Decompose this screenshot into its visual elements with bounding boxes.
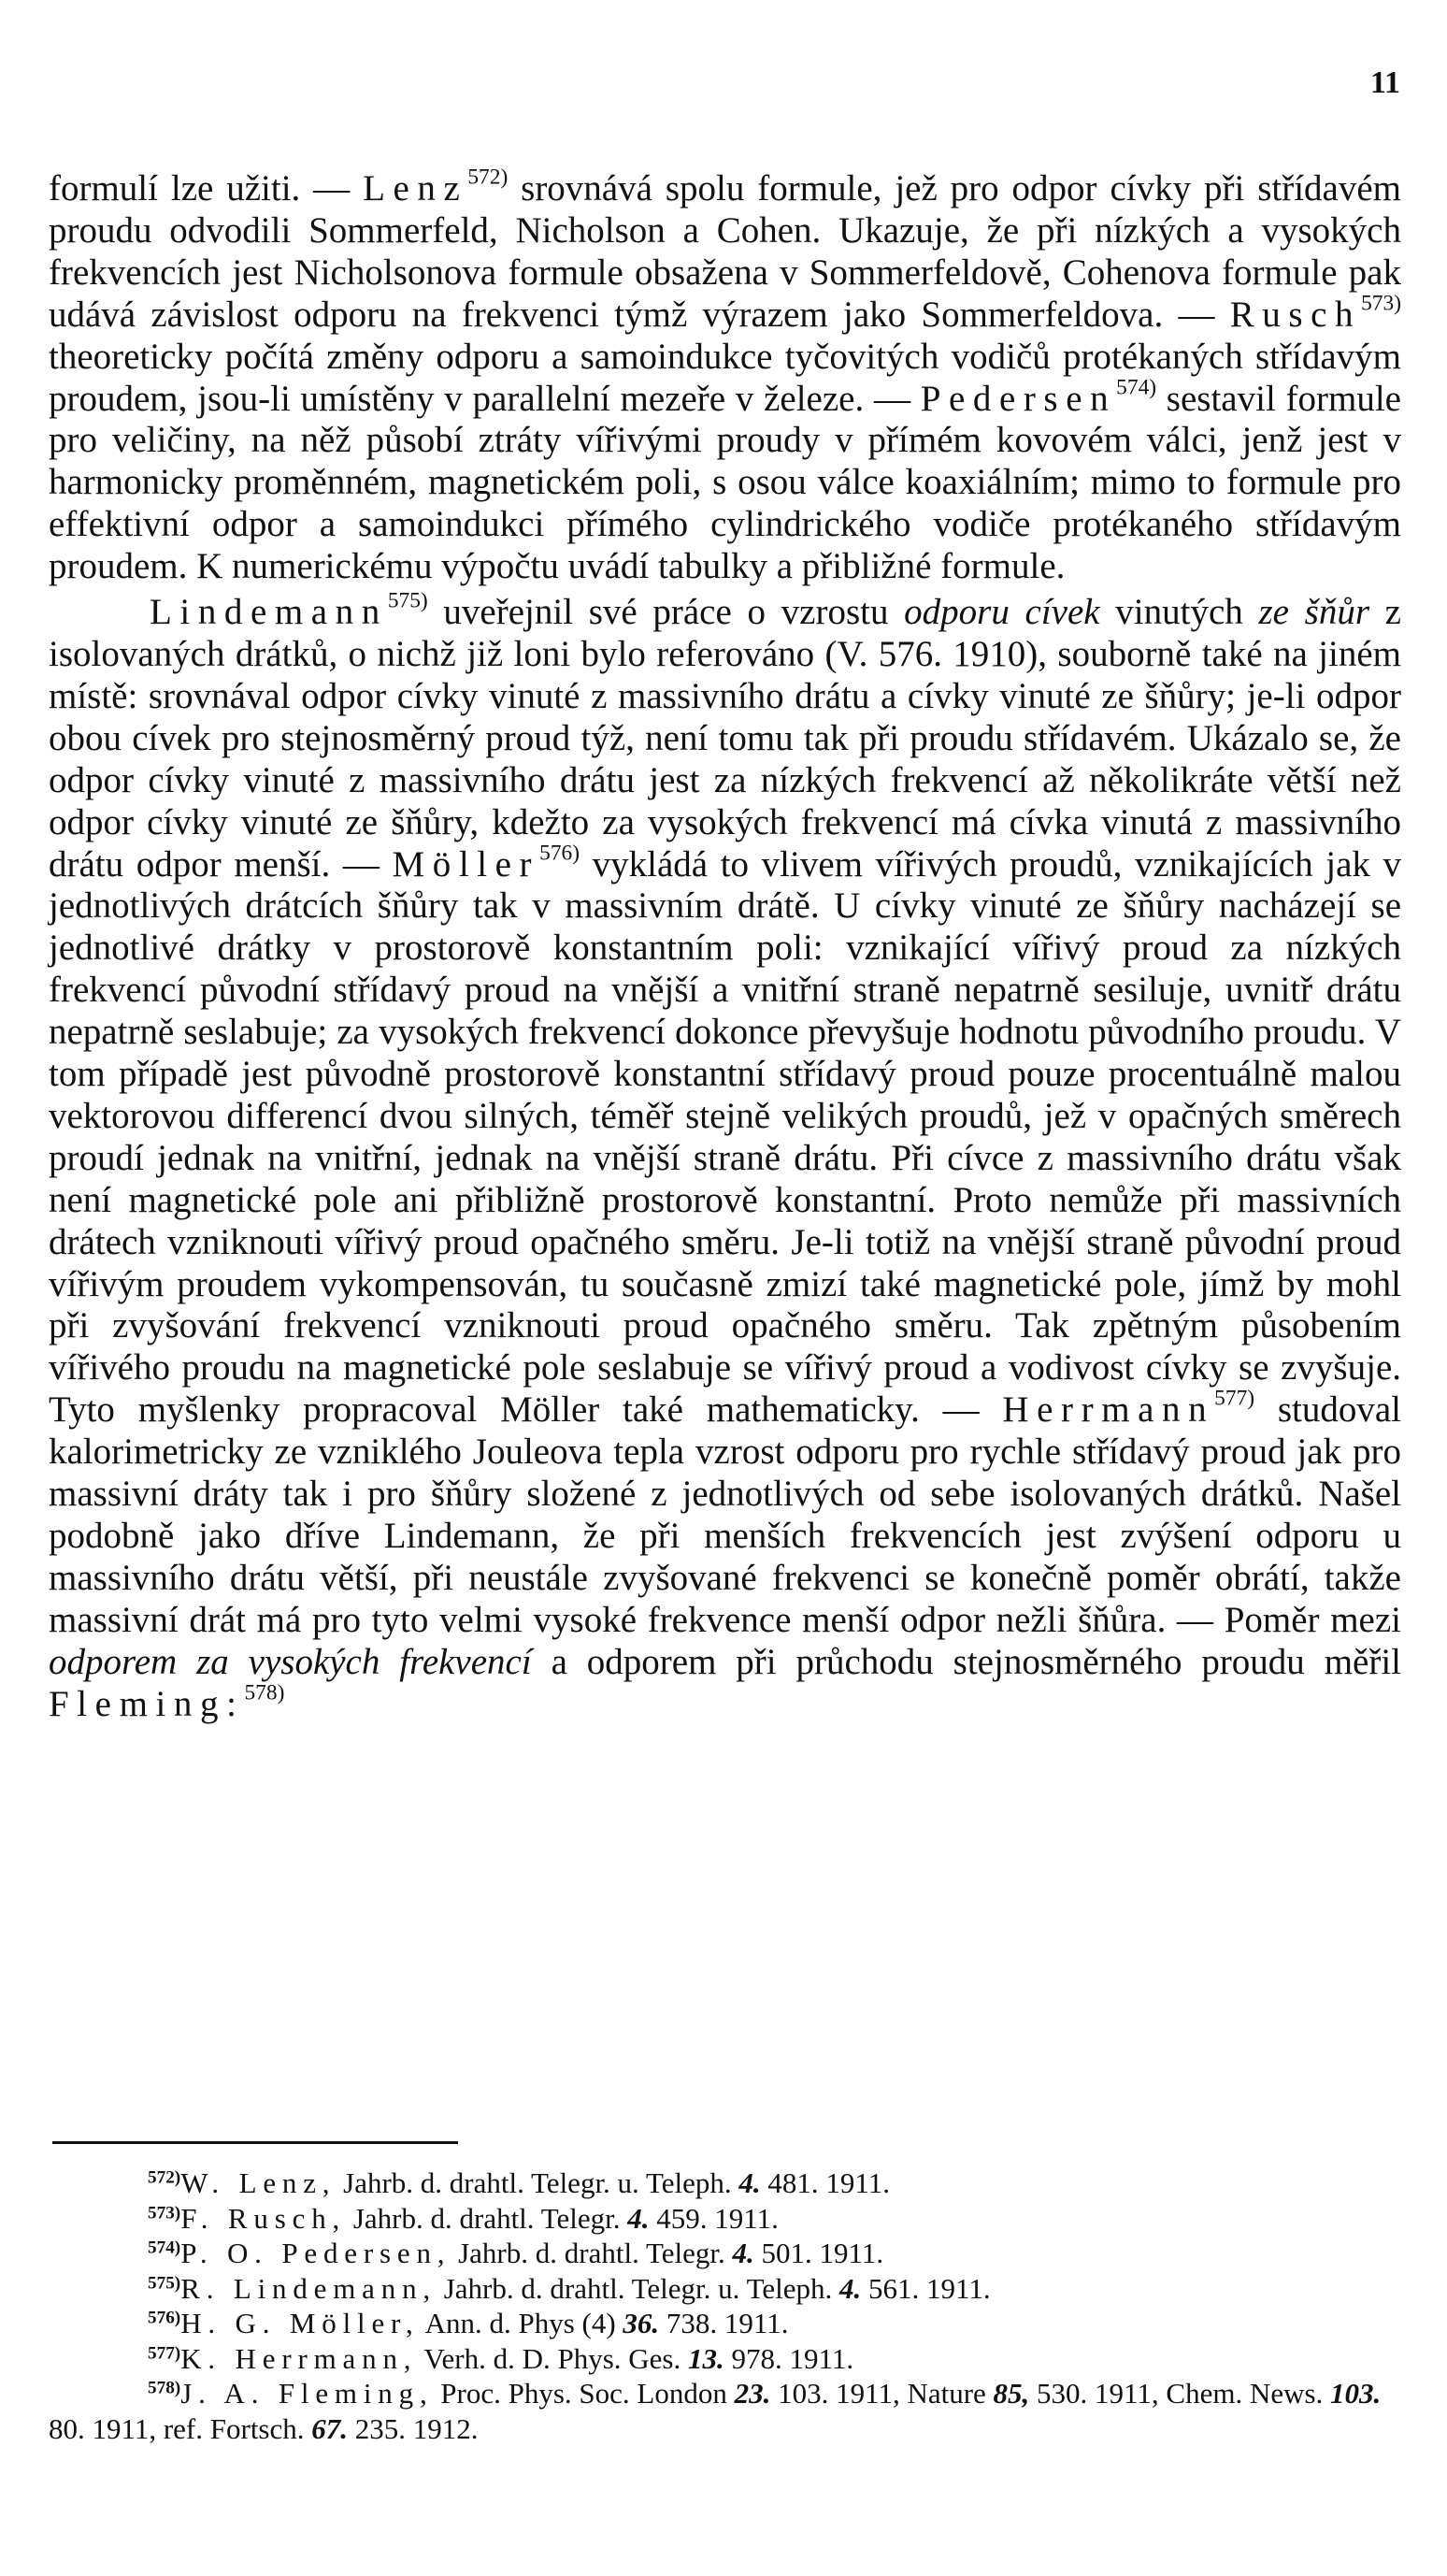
body-text [49,165,1401,1726]
footnote-number: 572) [148,2167,181,2188]
paragraph [49,165,1401,588]
footnote-source: 978. 1911. [724,2341,854,2375]
footnote-author: J. A. Fleming, [180,2377,434,2410]
footnote-volume: 4. [627,2201,650,2235]
footnote-source: 235. 1912. [348,2411,479,2445]
footnotes [49,2166,1401,2446]
text-run: uveřejnil své práce o vzrostu [427,592,905,633]
emphasis: ze šňůr [1258,592,1369,633]
footnote-number: 574) [148,2238,181,2258]
citation-marker: 575) [387,588,428,613]
footnote-author: W. Lenz, [180,2166,337,2199]
footnote-volume: 13. [688,2341,724,2375]
footnote-number: 576) [148,2308,181,2328]
author-name: Fleming: [49,1683,245,1724]
footnote-number: 577) [148,2342,181,2363]
citation-marker: 578) [244,1680,285,1705]
footnote-source: Jahrb. d. drahtl. Telegr. [346,2201,628,2235]
footnote-source: 80. 1911, ref. Fortsch. [49,2411,312,2445]
footnote [49,2236,1401,2271]
citation-marker: 573) [1361,291,1401,316]
footnote-volume: 4. [732,2237,754,2269]
footnote-number: 575) [148,2272,181,2293]
citation-marker: 576) [539,840,580,865]
footnote [49,2341,1401,2377]
footnote-volume: 4. [839,2271,862,2305]
footnote-source: 459. 1911. [649,2201,779,2235]
footnote-author: H. G. Möller, [180,2307,420,2339]
footnote-number: 573) [148,2202,181,2223]
author-name: Lindemann [150,592,388,633]
citation-marker: 577) [1214,1386,1255,1411]
footnote-volume: 36. [623,2307,660,2339]
footnote [49,2271,1401,2307]
footnote-source: Proc. Phys. Soc. London [433,2377,735,2410]
text-run: formulí lze užiti. — [49,168,364,209]
text-run: srovnává spolu formule, jež pro odpor cívky při střídavém proudu odvodili Sommerfeld, Nicholson a Cohen. Ukazuje, že při nízkých a vysokých frekvencích jest Nicholsonova formule obsažena v Sommerfeldově, Cohenova formule pak udává závislost odporu na frekvenci týmž výrazem jako Sommerfeldova. — [49,168,1401,335]
footnote-author: R. Lindemann, [180,2271,437,2305]
footnote-source: Ann. d. Phys (4) [419,2307,623,2339]
author-name: Herrmann [1002,1389,1215,1431]
page-number: 11 [1369,65,1400,100]
footnote-number: 578) [148,2378,181,2398]
author-name: Pedersen [920,378,1117,419]
footnote-volume: 85, [993,2377,1030,2410]
text-run: studoval kalorimetricky ze vzniklého Jouleova tepla vzrost odporu pro rychle střídavý proud jak pro massivní dráty tak i pro šňůry složené z jednotlivých od sebe isolovaných drátků. Našel podobně jako dříve Lindemann, že při menších frekvencích jest zvýšení odporu u massivního drátu větší, při neustále zvyšované frekvenci se konečně poměr obrátí, takže massivní drát má pro tyto velmi vysoké frekvence menší odpor nežli šňůra. — Poměr mezi [49,1389,1401,1640]
footnote-separator [52,2141,458,2144]
footnote-source: 530. 1911, Chem. News. [1029,2377,1331,2410]
text-run: vinutých [1099,592,1259,633]
footnote-author: K. Herrmann, [180,2341,418,2375]
text-run: a odporem při průchodu stejnosměrného proudu měřil [531,1641,1401,1682]
footnote-volume: 23. [734,2377,771,2410]
citation-marker: 572) [467,165,509,190]
footnote-source: 103. 1911, Nature [770,2377,994,2410]
footnote [49,2166,1401,2201]
author-name: Möller [392,843,540,885]
emphasis: odporu cívek [904,592,1100,633]
author-name: Rusch [1229,294,1362,335]
footnote-source: Verh. d. D. Phys. Ges. [417,2341,688,2375]
text-run: vykládá to vlivem vířivých proudů, vznikajících jak v jednotlivých drátcích šňůry tak v massivním drátě. U cívky vinuté ze šňůry nacházejí se jednotlivé drátky v prostorově konstantním poli: vznikající vířivý proud za nízkých frekvencí původní střídavý proud na vnější a vnitřní straně nepatrně sesiluje, uvnitř drátu nepatrně seslabuje; za vysokých frekvencí dokonce převyšuje hodnotu původního proudu. V tom případě jest původně prostorově konstantní střídavý proud pouze procentuálně malou vektorovou differencí dvou silných, téměř stejně velikých proudů, jež v opačných směrech proudí jednak na vnitřní, jednak na vnější straně drátu. Při cívce z massivního drátu však není magnetické pole ani přibližně prostorově konstantní. Proto nemůže při massivních drátech vzniknouti vířivý proud opačného směru. Je-li totiž na vnější straně původní proud vířivým proudem vykompensován, tu současně zmizí také magnetické pole, jímž by mohl při zvyšování frekvencí vzniknouti proud opačného směru. Tak zpětným působením vířivého proudu na magnetické pole seslabuje se vířivý proud a vodivost cívky se zvyšuje. Tyto myšlenky propracoval Möller také mathematicky. — [49,843,1401,1431]
author-name: Lenz [363,168,468,209]
paragraph [49,588,1401,1725]
footnote-author: F. Rusch, [180,2201,347,2235]
footnote-source: 738. 1911. [659,2307,789,2339]
footnote-source: 481. 1911. [760,2166,891,2199]
footnote-source: Jahrb. d. drahtl. Telegr. [451,2237,733,2269]
emphasis: odporem za vysokých frekvencí [49,1641,532,1682]
footnote-source: Jahrb. d. drahtl. Telegr. u. Teleph. [336,2166,739,2199]
footnote-source: Jahrb. d. drahtl. Telegr. u. Teleph. [436,2271,839,2305]
text-run: sestavil formule pro veličiny, na něž působí ztráty vířivými proudy v přímém kovovém válci, jenž jest v harmonicky proměnném, magnetickém poli, s osou válce koaxiálním; mimo to formule pro effektivní odpor a samoindukci přímého cylindrického vodiče protékaného střídavým proudem. K numerickému výpočtu uvádí tabulky a přibližné formule. [49,378,1401,587]
footnote-author: P. O. Pedersen, [180,2237,451,2269]
footnote [49,2376,1401,2446]
text-run: theoreticky počítá změny odporu a samoindukce tyčovitých vodičů protékaných střídavým proudem, jsou-li umístěny v parallelní mezeře v železe. — [49,336,1401,419]
text-run: z isolovaných drátků, o nichž již loni bylo referováno (V. 576. 1910), souborně také na jiném místě: srovnával odpor cívky vinuté z massivního drátu a cívky vinuté ze šňůry; je-li odpor obou cívek pro stejnosměrný proud týž, není tomu tak při proudu střídavém. Ukázalo se, že odpor cívky vinuté z massivního drátu jest za nízkých frekvencí až několikráte větší než odpor cívky vinuté ze šňůry, kdežto za vysokých frekvencí má cívka vinutá z massivního drátu odpor menší. — [49,592,1401,885]
footnote-volume: 67. [311,2411,349,2445]
footnote [49,2306,1401,2341]
footnote-volume: 103. [1330,2377,1382,2410]
footnote [49,2201,1401,2237]
footnote-volume: 4. [738,2166,761,2199]
citation-marker: 574) [1116,374,1157,399]
footnote-source: 561. 1911. [861,2271,991,2305]
footnote-source: 501. 1911. [753,2237,884,2269]
